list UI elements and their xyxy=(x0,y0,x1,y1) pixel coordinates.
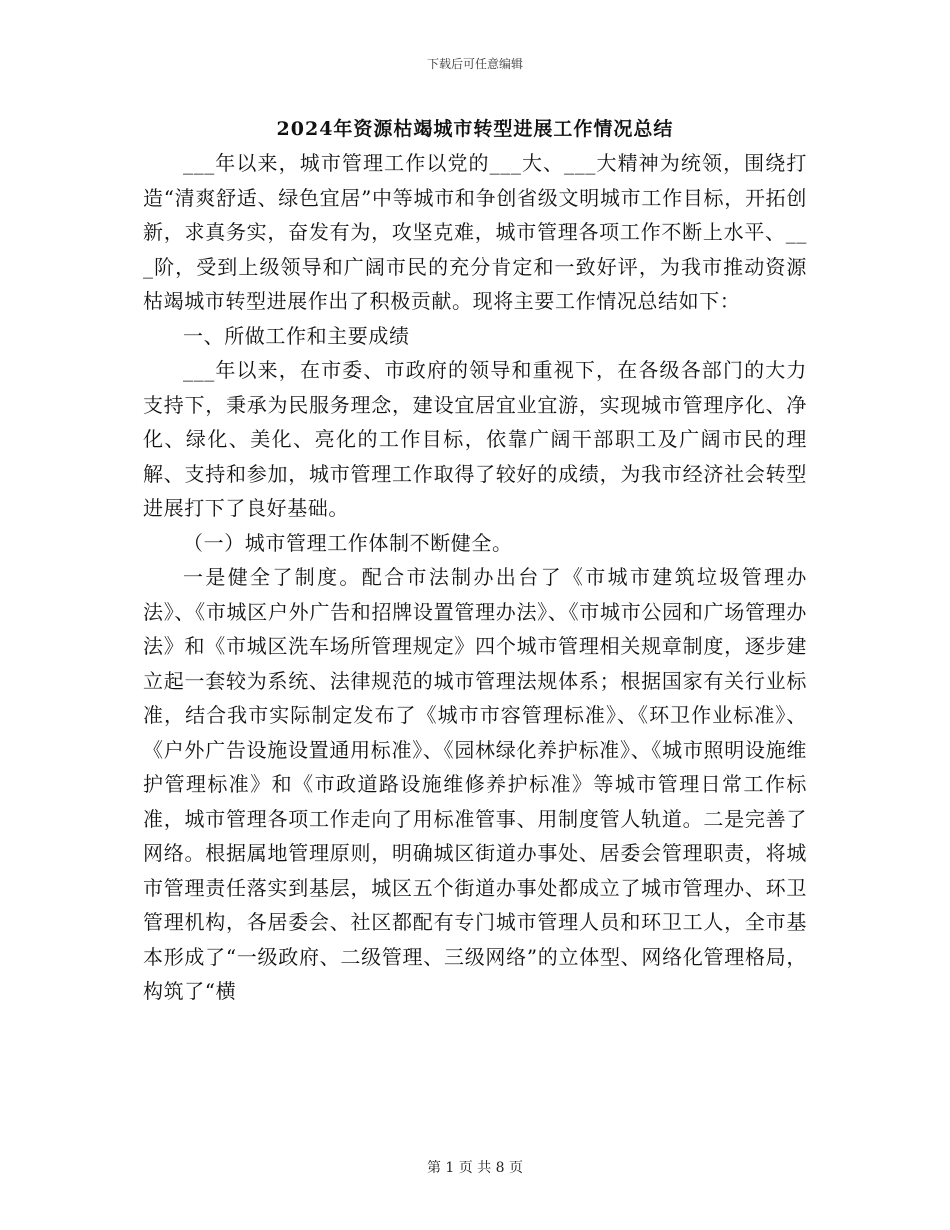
paragraph-intro: ___年以来，城市管理工作以党的___大、___大精神为统领，围绕打造“清爽舒适、绿色宜居”中等城市和争创省级文明城市工作目标，开拓创新，求真务实，奋发有为，攻坚克难，城市管理各项工作不断上水平、___阶，受到上级领导和广阔市民的充分肯定和一致好评，为我市推动资源枯竭城市转型进展作出了积极贡献。现将主要工作情况总结如下： xyxy=(143,151,807,313)
section-heading-achievements: 一、所做工作和主要成绩 xyxy=(183,323,410,348)
subsection-heading-system: （一）城市管理工作体制不断健全。 xyxy=(183,530,513,555)
document-body xyxy=(143,146,807,1009)
page-number-footer: 第 1 页 共 8 页 xyxy=(426,1160,524,1176)
document-title: 2024年资源枯竭城市转型进展工作情况总结 xyxy=(276,118,674,140)
paragraph-system-details: 一是健全了制度。配合市法制办出台了《市城市建筑垃圾管理办法》、《市城区户外广告和招牌设置管理办法》、《市城市公园和广场管理办法》和《市城区洗车场所管理规定》四个城市管理相关规章制度，逐步建立起一套较为系统、法律规范的城市管理法规体系；根据国家有关行业标准，结合我市实际制定发布了《城市市容管理标准》、《环卫作业标准》、《户外广告设施设置通用标准》、《园林绿化养护标准》、《城市照明设施维护管理标准》和《市政道路设施维修养护标准》等城市管理日常工作标准，城市管理各项工作走向了用标准管事、用制度管人轨道。二是完善了网络。根据属地管理原则，明确城区街道办事处、居委会管理职责，将城市管理责任落实到基层，城区五个街道办事处都成立了城市管理办、环卫管理机构，各居委会、社区都配有专门城市管理人员和环卫工人，全市基本形成了“一级政府、二级管理、三级网络”的立体型、网络化管理格局，构筑了“横 xyxy=(143,565,807,1003)
paragraph-overview: ___年以来，在市委、市政府的领导和重视下，在各级各部门的大力支持下，秉承为民服务理念，建设宜居宜业宜游，实现城市管理序化、净化、绿化、美化、亮化的工作目标，依靠广阔干部职工及广阔市民的理解、支持和参加，城市管理工作取得了较好的成绩，为我市经济社会转型进展打下了良好基础。 xyxy=(143,358,807,520)
header-note: 下载后可任意编辑 xyxy=(426,57,523,71)
